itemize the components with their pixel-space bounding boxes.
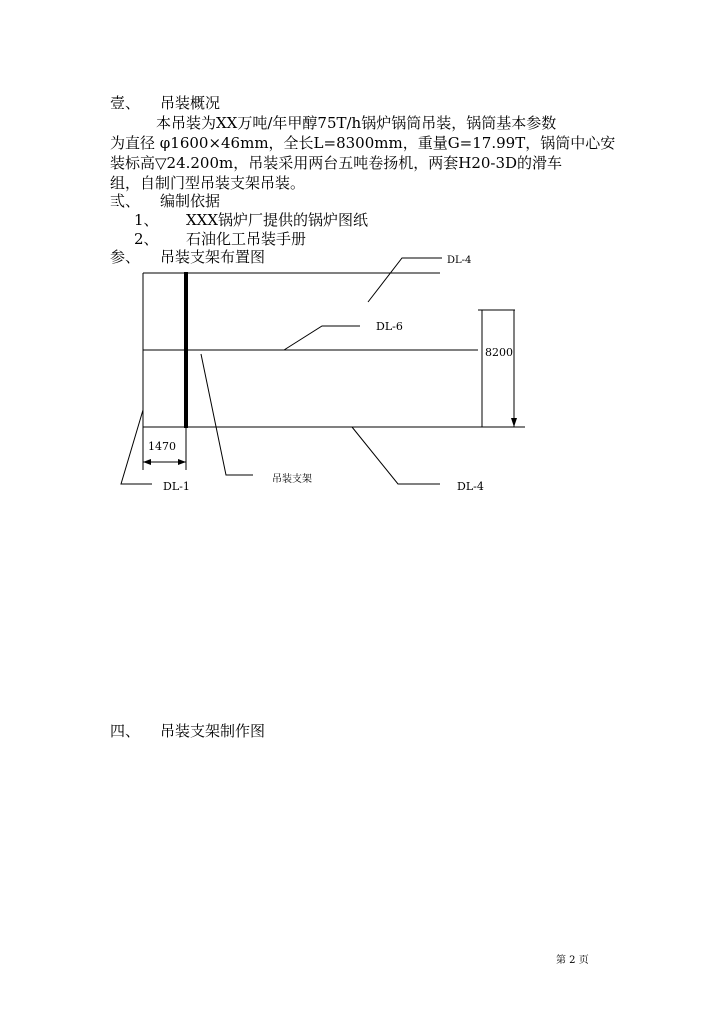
section2-item-1-number: 1、	[134, 211, 159, 229]
leader-dl4-top	[368, 258, 442, 302]
leader-dl4-bottom	[352, 427, 440, 484]
width-dim-arrow-left	[143, 459, 151, 465]
section1-paragraph-line-2: 为直径 φ1600×46mm，全长L=8300mm，重量G=17.99T，锅筒中心安	[110, 134, 616, 152]
width-dimension-label: 1470	[148, 440, 176, 453]
section2-item-2-number: 2、	[134, 230, 159, 248]
label-dl6: DL-6	[376, 320, 403, 333]
width-dim-arrow-right	[178, 459, 186, 465]
section1-number: 壹、	[110, 94, 141, 112]
label-dl4-top: DL-4	[447, 255, 472, 266]
leader-support	[201, 354, 253, 475]
section3-title: 吊装支架布置图	[160, 248, 266, 266]
section2-number: 弎、	[110, 192, 141, 210]
label-dl4-bottom: DL-4	[457, 480, 484, 493]
section4-title: 吊装支架制作图	[160, 722, 266, 740]
section3-number: 参、	[110, 248, 141, 266]
section1-paragraph-line-1: 本吊装为XX万吨/年甲醇75T/h锅炉锅筒吊装，锅筒基本参数	[156, 114, 557, 132]
section4-number: 四、	[110, 722, 141, 740]
section2-item-2-text: 石油化工吊装手册	[186, 230, 307, 248]
height-dimension-label: 8200	[485, 346, 513, 359]
height-dim-arrow-down	[511, 418, 517, 427]
section1-paragraph-line-4: 组，自制门型吊装支架吊装。	[110, 174, 306, 192]
section4-heading	[110, 721, 265, 741]
section2-item-1-text: XXX锅炉厂提供的锅炉图纸	[186, 211, 369, 229]
section1-paragraph-line-3: 装标高▽24.200m，吊装采用两台五吨卷扬机，两套H20-3D的滑车	[110, 154, 563, 172]
leader-dl6	[284, 326, 360, 350]
page-number: 第 2 页	[556, 955, 589, 966]
section1-title: 吊装概况	[160, 94, 221, 112]
label-support: 吊装支架	[272, 474, 312, 485]
label-dl1: DL-1	[163, 480, 190, 493]
section2-title: 编制依据	[160, 192, 221, 210]
